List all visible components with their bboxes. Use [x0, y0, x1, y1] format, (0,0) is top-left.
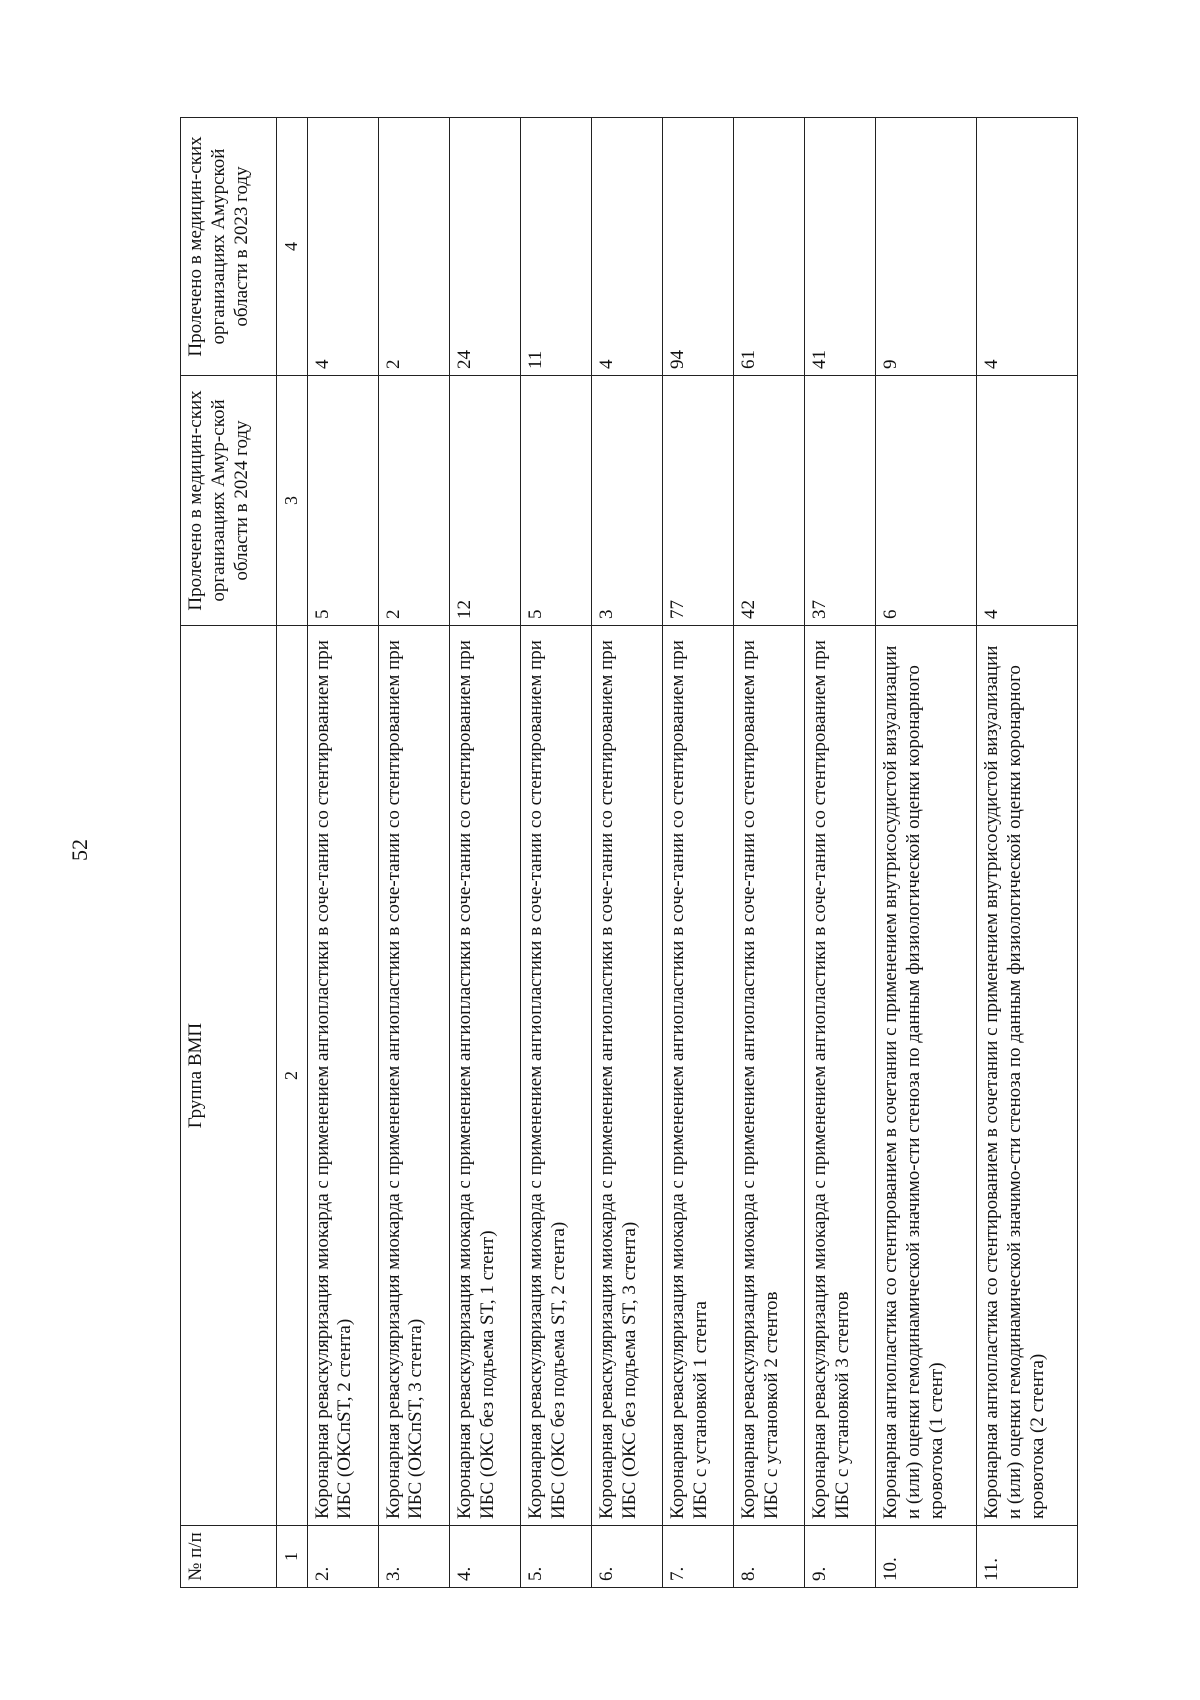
row-2023: 4	[591, 118, 662, 376]
column-number: 4	[277, 118, 308, 376]
row-2023: 2	[378, 118, 449, 376]
table-row	[734, 118, 805, 1588]
row-2023: 41	[805, 118, 876, 376]
rotated-table-stage	[180, 118, 1078, 1588]
row-group: Коронарная реваскуляризация миокарда с применением ангиопластики в соче-тании со стентированием при ИБС с установкой 1 стента	[663, 626, 734, 1526]
row-group: Коронарная ангиопластика со стентированием в сочетании с применением внутрисосудистой визуализации и (или) оценки гемодинамической значимо-сти стеноза по данным физиологической оценки коронарного кровотока (2 стента)	[977, 626, 1078, 1526]
table-row	[663, 118, 734, 1588]
row-group: Коронарная реваскуляризация миокарда с применением ангиопластики в соче-тании со стентированием при ИБС (ОКСпST, 3 стента)	[378, 626, 449, 1526]
row-no: 6.	[591, 1526, 662, 1588]
page-number: 52	[67, 839, 92, 861]
column-number: 2	[277, 626, 308, 1526]
table-row	[520, 118, 591, 1588]
row-group: Коронарная реваскуляризация миокарда с применением ангиопластики в соче-тании со стентированием при ИБС с установкой 2 стентов	[734, 626, 805, 1526]
table-row	[805, 118, 876, 1588]
header-no: № п/п	[181, 1526, 277, 1588]
row-2023: 4	[307, 118, 378, 376]
row-2024: 42	[734, 376, 805, 626]
table-row	[876, 118, 977, 1588]
column-number: 1	[277, 1526, 308, 1588]
row-no: 2.	[307, 1526, 378, 1588]
column-number-row	[277, 118, 308, 1588]
table-row	[378, 118, 449, 1588]
header-2024: Пролечено в медицин-ских организациях Амур-ской области в 2024 году	[181, 376, 277, 626]
row-2024: 2	[378, 376, 449, 626]
row-no: 7.	[663, 1526, 734, 1588]
row-2024: 77	[663, 376, 734, 626]
row-no: 3.	[378, 1526, 449, 1588]
table-row	[307, 118, 378, 1588]
row-group: Коронарная реваскуляризация миокарда с применением ангиопластики в соче-тании со стентированием при ИБС (ОКС без подъема ST, 2 стента)	[520, 626, 591, 1526]
row-2024: 5	[520, 376, 591, 626]
row-no: 9.	[805, 1526, 876, 1588]
row-2024: 4	[977, 376, 1078, 626]
row-2023: 61	[734, 118, 805, 376]
row-no: 8.	[734, 1526, 805, 1588]
row-2023: 4	[977, 118, 1078, 376]
row-group: Коронарная реваскуляризация миокарда с применением ангиопластики в соче-тании со стентированием при ИБС (ОКС без подъема ST, 1 стент)	[449, 626, 520, 1526]
row-2024: 6	[876, 376, 977, 626]
row-2024: 37	[805, 376, 876, 626]
row-group: Коронарная реваскуляризация миокарда с применением ангиопластики в соче-тании со стентированием при ИБС (ОКСпST, 2 стента)	[307, 626, 378, 1526]
vmp-table	[180, 117, 1078, 1588]
header-2023: Пролечено в медицин-ских организациях Амурской области в 2023 году	[181, 118, 277, 376]
row-2023: 11	[520, 118, 591, 376]
row-2023: 24	[449, 118, 520, 376]
row-2024: 5	[307, 376, 378, 626]
row-2024: 3	[591, 376, 662, 626]
table-row	[977, 118, 1078, 1588]
header-group: Группа ВМП	[181, 626, 277, 1526]
row-no: 4.	[449, 1526, 520, 1588]
row-group: Коронарная ангиопластика со стентированием в сочетании с применением внутрисосудистой визуализации и (или) оценки гемодинамической значимо-сти стеноза по данным физиологической оценки коронарного кровотока (1 стент)	[876, 626, 977, 1526]
column-number: 3	[277, 376, 308, 626]
row-group: Коронарная реваскуляризация миокарда с применением ангиопластики в соче-тании со стентированием при ИБС с установкой 3 стентов	[805, 626, 876, 1526]
row-no: 5.	[520, 1526, 591, 1588]
row-group: Коронарная реваскуляризация миокарда с применением ангиопластики в соче-тании со стентированием при ИБС (ОКС без подъема ST, 3 стента)	[591, 626, 662, 1526]
row-2023: 9	[876, 118, 977, 376]
table-row	[591, 118, 662, 1588]
table-header-row	[181, 118, 277, 1588]
row-no: 10.	[876, 1526, 977, 1588]
row-no: 11.	[977, 1526, 1078, 1588]
row-2023: 94	[663, 118, 734, 376]
row-2024: 12	[449, 376, 520, 626]
table-row	[449, 118, 520, 1588]
